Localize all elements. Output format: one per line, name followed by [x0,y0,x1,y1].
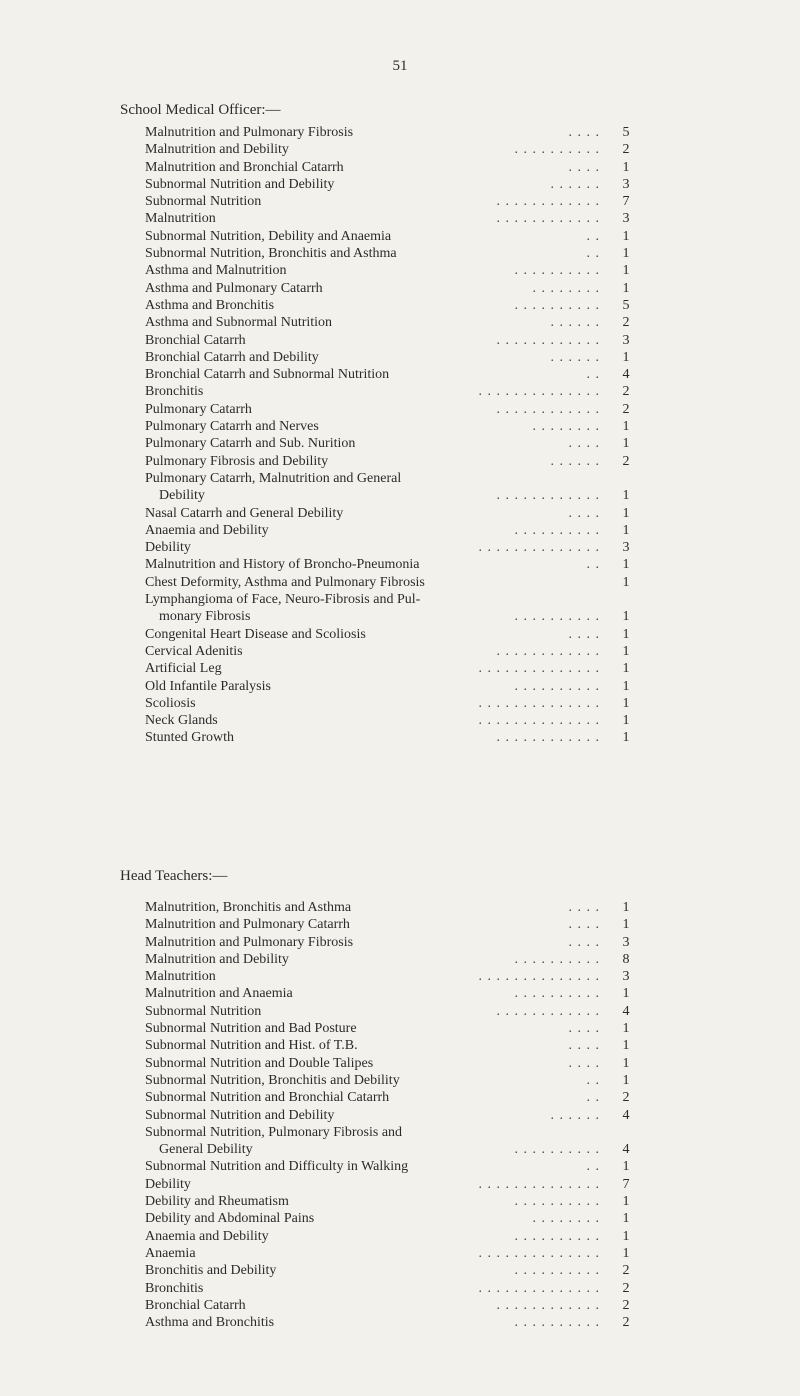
condition-label [145,643,245,660]
leader-dots: . . . . . . . . . . [514,678,600,694]
count-value: 5 [622,125,630,140]
condition-label [145,418,321,435]
list-item [145,470,660,505]
condition-text: Malnutrition and Pulmonary Fibrosis [145,934,354,950]
condition-text: Subnormal Nutrition, Bronchitis and Debility [145,1072,400,1088]
list-item [145,332,660,349]
condition-text: Subnormal Nutrition [145,1003,262,1019]
condition-text: Bronchial Catarrh [145,1297,246,1313]
leader-dots: . . . . [568,934,600,950]
condition-text: Bronchitis [145,1280,204,1296]
condition-label [145,193,263,210]
condition-label [145,383,205,400]
count-value: 1 [622,1228,630,1244]
list-item [145,522,660,539]
count-value: 1 [622,643,630,659]
leader-dots: . . . . [568,1038,600,1054]
count-value: 1 [622,349,630,365]
leader-dots: . . . . . . . . . . . . [496,332,600,348]
count-value: 1 [622,557,630,573]
count-value: 8 [622,951,630,967]
list-item [145,124,660,141]
condition-label [145,1262,278,1279]
condition-label [145,505,345,522]
leader-dots: . . [586,557,600,573]
condition-label [145,951,291,968]
condition-label [145,556,422,573]
count-value: 1 [622,488,630,504]
condition-label [145,695,198,712]
condition-text: Malnutrition and History of Broncho-Pneumonia [145,557,420,573]
condition-text: Malnutrition and Debility [145,142,289,158]
list-item [145,574,660,591]
condition-text: Congenital Heart Disease and Scoliosis [145,626,366,642]
count-value: 7 [622,194,630,210]
count-value: 3 [622,211,630,227]
leader-dots: . . [586,1072,600,1088]
list-item [145,453,660,470]
count-value: 3 [622,969,630,985]
condition-text: Malnutrition [145,211,216,227]
condition-text: Neck Glands [145,713,218,729]
list-item [145,210,660,227]
leader-dots: . . . . [568,900,600,915]
condition-text: Pulmonary Catarrh, Malnutrition and General [145,470,402,486]
leader-dots: . . . . . . . . . . . . [496,730,600,746]
count-value: 4 [622,1142,630,1158]
leader-dots: . . . . . . . . . . . . . . [478,1280,600,1296]
condition-text: Malnutrition and Bronchial Catarrh [145,159,344,175]
count-value: 1 [622,419,630,435]
condition-label [145,1055,375,1072]
leader-dots: . . . . [568,125,600,140]
count-value: 1 [622,1159,630,1175]
condition-text: Anaemia and Debility [145,522,269,538]
condition-text: Subnormal Nutrition, Debility and Anaemia [145,228,392,244]
list-item [145,418,660,435]
list-item [145,1055,660,1072]
condition-text: Malnutrition and Debility [145,951,289,967]
leader-dots: . . [586,367,600,383]
count-value: 4 [622,1003,630,1019]
condition-text: Subnormal Nutrition and Debility [145,176,335,192]
list-item [145,435,660,452]
count-value: 2 [622,384,630,400]
list-item [145,262,660,279]
condition-label [145,712,220,729]
condition-label [145,522,271,539]
list-item [145,176,660,193]
count-value: 1 [622,505,630,521]
condition-text: Pulmonary Catarrh [145,401,252,417]
condition-text: Nasal Catarrh and General Debility [145,505,344,521]
leader-dots: . . . . . . [550,349,600,365]
count-value: 1 [622,1072,630,1088]
leader-dots: . . . . . . . . . . . . [496,1003,600,1019]
condition-text: Subnormal Nutrition [145,194,262,210]
condition-text: Asthma and Bronchitis [145,1315,275,1331]
leader-dots: . . . . [568,917,600,933]
count-value: 3 [622,540,630,556]
list-item [145,245,660,262]
list-item [145,1314,660,1331]
condition-label [145,1003,263,1020]
list-item [145,1210,660,1227]
leader-dots: . . . . . . . . . . . . [496,1297,600,1313]
list-item [145,1107,660,1124]
list-item [145,1124,660,1159]
condition-label [145,210,218,227]
leader-dots: . . [586,1159,600,1175]
condition-label [145,1245,198,1262]
condition-label [145,366,391,383]
condition-label [145,660,224,677]
count-value: 1 [622,917,630,933]
condition-label [145,1228,271,1245]
leader-dots: . . . . . . . . . . . . . . [478,1245,600,1261]
count-value: 4 [622,1107,630,1123]
leader-dots: . . . . . . . . . . . . . . [478,969,600,985]
condition-label [145,1089,391,1106]
condition-label [145,729,236,746]
condition-label [145,1280,205,1297]
list-item [145,1193,660,1210]
condition-text-continuation: Debility [159,488,205,504]
condition-text: Subnormal Nutrition and Difficulty in Walking [145,1159,409,1175]
list-item [145,985,660,1002]
count-value: 1 [622,1055,630,1071]
list-item [145,968,660,985]
leader-dots: . . . . . . . . . . . . [496,211,600,227]
condition-text: Subnormal Nutrition and Bad Posture [145,1021,357,1037]
condition-text: Artificial Leg [145,661,222,677]
condition-text: Bronchitis [145,384,204,400]
leader-dots: . . . . . . . . . . [514,142,600,158]
head-teachers-list [145,899,660,1331]
count-value: 1 [622,626,630,642]
condition-text: Malnutrition, Bronchitis and Asthma [145,900,352,915]
list-item [145,349,660,366]
count-value: 1 [622,159,630,175]
condition-label [145,985,295,1002]
count-value: 1 [622,986,630,1002]
leader-dots: . . . . [568,436,600,452]
count-value: 1 [622,900,630,915]
list-item [145,934,660,951]
list-item [145,1003,660,1020]
count-value: 1 [622,678,630,694]
leader-dots: . . . . . . . . . . [514,951,600,967]
leader-dots: . . . . . . . . . . . . [496,643,600,659]
list-item [145,660,660,677]
list-item [145,695,660,712]
list-item [145,951,660,968]
list-item [145,1072,660,1089]
list-item [145,1037,660,1054]
condition-label [145,124,355,141]
condition-label [145,1176,193,1193]
condition-label [145,228,393,245]
condition-text: Bronchial Catarrh [145,332,246,348]
condition-label [145,349,321,366]
list-item [145,591,660,626]
list-item [145,1297,660,1314]
condition-text: Anaemia and Debility [145,1228,269,1244]
list-item [145,729,660,746]
count-value: 1 [622,1194,630,1210]
count-value: 1 [622,436,630,452]
leader-dots: . . . . . . . . . . . . . . [478,661,600,677]
leader-dots: . . . . . . [550,176,600,192]
leader-dots: . . . . . . . . . . [514,609,600,625]
condition-label [145,280,325,297]
condition-text: Asthma and Subnormal Nutrition [145,315,333,331]
list-item [145,539,660,556]
leader-dots: . . . . . . . . . . . . . . [478,713,600,729]
condition-label [145,453,330,470]
leader-dots: . . . . . . . . . . [514,1263,600,1279]
condition-text: Bronchitis and Debility [145,1263,277,1279]
condition-text: Subnormal Nutrition, Pulmonary Fibrosis and [145,1124,403,1140]
condition-label [145,1158,410,1175]
count-value: 7 [622,1176,630,1192]
section-heading-school-medical-officer: School Medical Officer:— [120,102,281,118]
condition-text: Malnutrition [145,969,216,985]
leader-dots: . . . . [568,1055,600,1071]
leader-dots: . . . . . . . . . . . . . . [478,1176,600,1192]
list-item [145,383,660,400]
condition-label [145,934,355,951]
leader-dots: . . [586,228,600,244]
leader-dots: . . . . . . [550,315,600,331]
leader-dots: . . . . . . . . . . [514,1315,600,1331]
count-value: 1 [622,695,630,711]
section-heading-head-teachers: Head Teachers:— [120,868,228,884]
leader-dots: . . . . . . . . . . [514,1228,600,1244]
list-item [145,280,660,297]
condition-text: Pulmonary Fibrosis and Debility [145,453,329,469]
condition-label [145,262,289,279]
count-value: 1 [622,1038,630,1054]
list-item [145,1176,660,1193]
leader-dots: . . . . [568,505,600,521]
leader-dots: . . . . . . [550,453,600,469]
count-value: 1 [622,1211,630,1227]
count-value: 1 [622,263,630,279]
count-value: 2 [622,1297,630,1313]
condition-label [145,332,248,349]
leader-dots: . . . . . . . . [532,419,600,435]
condition-label [145,1210,316,1227]
condition-label [145,1072,402,1089]
condition-text: Pulmonary Catarrh and Sub. Nurition [145,436,356,452]
count-value: 3 [622,934,630,950]
leader-dots: . . . . . . . . . . . . . . [478,695,600,711]
leader-dots: . . . . . . . . . . [514,297,600,313]
count-value: 1 [622,522,630,538]
page-number: 51 [392,58,408,74]
condition-text: Subnormal Nutrition and Double Talipes [145,1055,374,1071]
condition-text: Bronchial Catarrh and Subnormal Nutrition [145,367,390,383]
list-item [145,916,660,933]
count-value: 4 [622,367,630,383]
condition-text: Subnormal Nutrition and Bronchial Catarrh [145,1090,390,1106]
list-item [145,401,660,418]
condition-text: Cervical Adenitis [145,643,243,659]
count-value: 2 [622,1263,630,1279]
condition-text-continuation: General Debility [159,1142,253,1158]
count-value: 2 [622,1280,630,1296]
condition-label [145,141,291,158]
list-item [145,1089,660,1106]
condition-label [145,574,427,591]
leader-dots: . . [586,246,600,262]
list-item [145,899,660,916]
list-item [145,1280,660,1297]
condition-label [145,435,357,452]
list-item [145,1158,660,1175]
condition-text: Asthma and Pulmonary Catarrh [145,280,323,296]
condition-text: Subnormal Nutrition and Hist. of T.B. [145,1038,358,1054]
condition-text: Asthma and Bronchitis [145,297,275,313]
condition-text: Debility [145,540,191,556]
leader-dots: . . . . . . . . . . [514,522,600,538]
condition-text: Debility and Rheumatism [145,1194,289,1210]
condition-text: Anaemia [145,1245,196,1261]
condition-text: Pulmonary Catarrh and Nerves [145,419,319,435]
condition-text: Debility [145,1176,191,1192]
condition-label [145,1314,276,1331]
count-value: 1 [622,713,630,729]
school-medical-officer-list [145,124,660,747]
list-item [145,712,660,729]
condition-label [145,1037,360,1054]
leader-dots: . . . . . . . . . . . . . . [478,384,600,400]
count-value: 2 [622,1090,630,1106]
count-value: 2 [622,1315,630,1331]
list-item [145,1245,660,1262]
list-item [145,678,660,695]
leader-dots: . . . . . . . . [532,1211,600,1227]
count-value: 2 [622,142,630,158]
condition-label [145,159,346,176]
list-item [145,505,660,522]
condition-label [145,968,218,985]
list-item [145,141,660,158]
list-item [145,297,660,314]
count-value: 1 [622,280,630,296]
condition-label [145,297,276,314]
condition-label [145,899,353,916]
count-value: 1 [622,1021,630,1037]
condition-text: Lymphangioma of Face, Neuro-Fibrosis and Pul- [145,592,421,608]
list-item [145,193,660,210]
count-value: 1 [622,730,630,746]
list-item [145,1262,660,1279]
count-value: 3 [622,176,630,192]
count-value: 1 [622,1245,630,1261]
leader-dots: . . . . . . . . [532,280,600,296]
list-item [145,314,660,331]
count-value: 1 [622,574,630,590]
list-item [145,228,660,245]
condition-label [145,539,193,556]
condition-label [145,176,336,193]
leader-dots: . . [586,1090,600,1106]
condition-label [145,245,399,262]
condition-label [145,1020,359,1037]
condition-text: Debility and Abdominal Pains [145,1211,315,1227]
condition-label [145,314,334,331]
condition-text: Bronchial Catarrh and Debility [145,349,319,365]
condition-text: Old Infantile Paralysis [145,678,271,694]
list-item [145,626,660,643]
list-item [145,1020,660,1037]
leader-dots: . . . . [568,159,600,175]
condition-text: Malnutrition and Anaemia [145,986,293,1002]
condition-text: Scoliosis [145,695,196,711]
count-value: 1 [622,609,630,625]
leader-dots: . . . . [568,626,600,642]
condition-text-continuation: monary Fibrosis [159,609,251,625]
condition-text: Subnormal Nutrition and Debility [145,1107,335,1123]
condition-text: Malnutrition and Pulmonary Fibrosis [145,125,354,140]
leader-dots: . . . . . . . . . . . . [496,401,600,417]
count-value: 2 [622,453,630,469]
condition-label [145,1107,336,1124]
condition-label [145,916,352,933]
count-value: 1 [622,246,630,262]
count-value: 5 [622,297,630,313]
condition-label [145,401,254,418]
condition-text: Malnutrition and Pulmonary Catarrh [145,917,350,933]
list-item [145,556,660,573]
condition-label [145,1297,248,1314]
condition-label [145,678,273,695]
leader-dots: . . . . . . . . . . [514,1194,600,1210]
leader-dots: . . . . . . [550,1107,600,1123]
condition-label [145,1193,291,1210]
leader-dots: . . . . . . . . . . [514,1142,600,1158]
count-value: 1 [622,661,630,677]
leader-dots: . . . . . . . . . . [514,986,600,1002]
condition-text: Subnormal Nutrition, Bronchitis and Asthma [145,246,397,262]
leader-dots: . . . . . . . . . . [514,263,600,279]
list-item [145,643,660,660]
list-item [145,159,660,176]
count-value: 2 [622,315,630,331]
condition-text: Chest Deformity, Asthma and Pulmonary Fibrosis [145,574,425,590]
count-value: 1 [622,228,630,244]
list-item [145,366,660,383]
leader-dots: . . . . . . . . . . . . [496,488,600,504]
leader-dots: . . . . [568,1021,600,1037]
count-value: 3 [622,332,630,348]
list-item [145,1228,660,1245]
count-value: 2 [622,401,630,417]
leader-dots: . . . . . . . . . . . . [496,194,600,210]
leader-dots: . . . . . . . . . . . . . . [478,540,600,556]
condition-label [145,626,368,643]
condition-text: Stunted Growth [145,730,235,746]
condition-text: Asthma and Malnutrition [145,263,287,279]
